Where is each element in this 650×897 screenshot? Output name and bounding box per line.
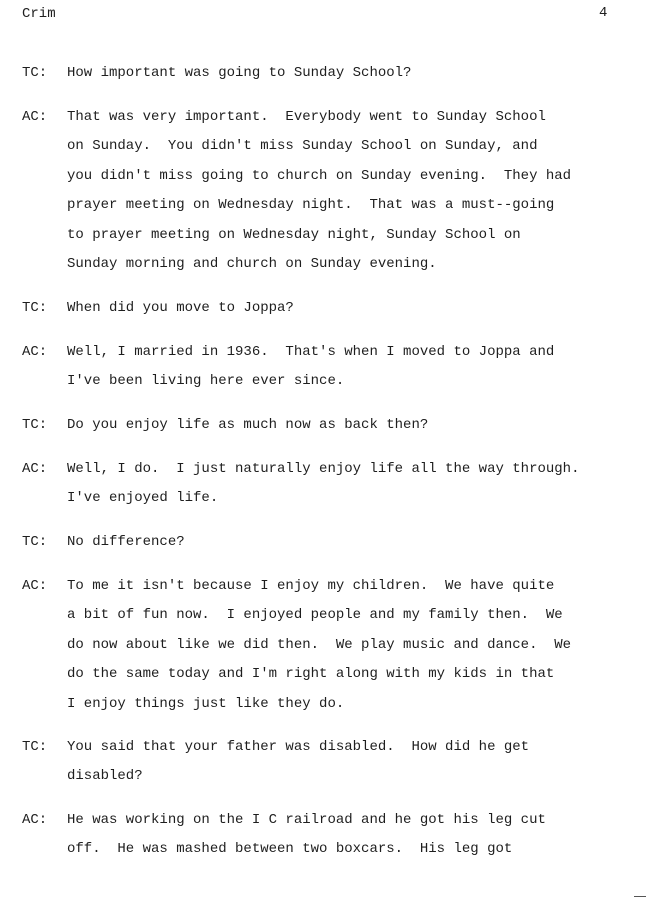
- text-line: I've enjoyed life.: [67, 490, 219, 507]
- text-line: do now about like we did then. We play music and dance. We: [67, 636, 572, 653]
- text-line: To me it isn't because I enjoy my children. We have quite: [67, 578, 555, 594]
- text-line: on Sunday. You didn't miss Sunday School on Sunday, and: [67, 138, 538, 155]
- text-line: Do you enjoy life as much now as back then?: [67, 417, 429, 433]
- entry-text: [67, 455, 579, 514]
- text-line: disabled?: [67, 768, 143, 785]
- speaker-label: AC:: [22, 461, 48, 477]
- entry-text: [67, 103, 571, 279]
- text-line: off. He was mashed between two boxcars. His leg got: [67, 841, 513, 858]
- text-line: I enjoy things just like they do.: [67, 695, 345, 712]
- text-line: a bit of fun now. I enjoyed people and my family then. We: [67, 607, 563, 624]
- text-line: to prayer meeting on Wednesday night, Sunday School on: [67, 226, 521, 243]
- entry-text: [67, 338, 554, 397]
- entry-text: [67, 806, 546, 865]
- text-line: How important was going to Sunday School?: [67, 65, 412, 81]
- speaker-label: AC:: [22, 578, 48, 594]
- text-line: I've been living here ever since.: [67, 373, 345, 390]
- entry-text: [67, 59, 411, 88]
- speaker-label: AC:: [22, 812, 48, 828]
- entry-text: [67, 294, 294, 323]
- speaker-label: TC:: [22, 534, 48, 550]
- text-line: You said that your father was disabled. How did he get: [67, 739, 530, 755]
- text-line: He was working on the I C railroad and he got his leg cut: [67, 812, 546, 828]
- text-line: When did you move to Joppa?: [67, 300, 294, 316]
- speaker-label: TC:: [22, 65, 48, 81]
- text-line: Sunday morning and church on Sunday evening.: [67, 256, 437, 273]
- text-line: That was very important. Everybody went to Sunday School: [67, 109, 546, 125]
- entry-text: [67, 411, 428, 440]
- page-number: 4: [599, 5, 608, 21]
- speaker-label: AC:: [22, 109, 48, 125]
- text-line: you didn't miss going to church on Sunday evening. They had: [67, 167, 572, 184]
- text-line: prayer meeting on Wednesday night. That was a must--going: [67, 197, 555, 214]
- speaker-label: TC:: [22, 417, 48, 433]
- text-line: Well, I married in 1936. That's when I moved to Joppa and: [67, 344, 555, 360]
- speaker-label: AC:: [22, 344, 48, 360]
- text-line: do the same today and I'm right along with my kids in that: [67, 666, 555, 683]
- speaker-label: TC:: [22, 300, 48, 316]
- speaker-label: TC:: [22, 739, 48, 755]
- text-line: Well, I do. I just naturally enjoy life all the way through.: [67, 461, 580, 477]
- entry-text: [67, 733, 529, 792]
- entry-text: [67, 528, 185, 557]
- entry-text: [67, 572, 571, 719]
- text-line: No difference?: [67, 534, 185, 550]
- header-interviewee-name: Crim: [22, 6, 56, 22]
